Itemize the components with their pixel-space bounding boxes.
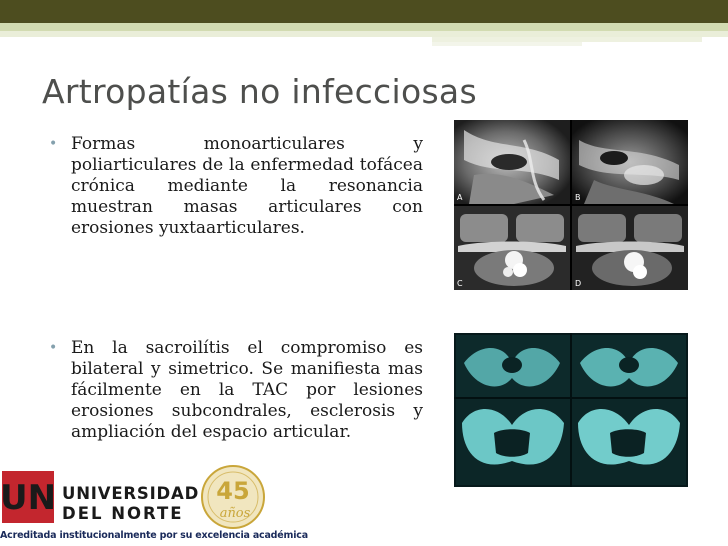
anniversary-seal-icon xyxy=(202,466,264,528)
mri-label-b: B xyxy=(575,193,581,202)
mri-panel-d xyxy=(572,206,688,290)
header-tab-accent-small xyxy=(432,42,582,46)
bullet-mark: • xyxy=(49,340,58,356)
bullet-text: En la sacroilítis el compromiso es bilateral y simetrico. Se manifiesta mas fácilmente en la TAC por lesiones erosiones subcondrales, esclerosis y ampliación del espacio articular. xyxy=(71,338,423,442)
anniversary-number: 45 xyxy=(216,477,250,505)
header-stripe xyxy=(0,23,728,31)
mri-label-d: D xyxy=(575,279,582,288)
top-header-bar xyxy=(0,0,728,23)
logo-name-line2: DEL NORTE xyxy=(62,504,184,523)
bullet-sacroiliitis-ct xyxy=(49,338,423,443)
logo-initials: UN xyxy=(0,478,57,518)
mri-label-c: C xyxy=(457,279,463,288)
mri-panel-b xyxy=(572,120,688,204)
university-logo-graphic xyxy=(0,463,270,531)
ct-slice-bottom-right xyxy=(572,399,686,485)
bullet-gout-mri xyxy=(49,134,423,239)
bullet-text: Formas monoarticulares y poliarticulares de la enfermedad tofácea crónica mediante la resonancia muestran masas articulares con erosiones yuxtaarticulares. xyxy=(71,134,423,238)
ct-sacroiliac-graphic xyxy=(454,333,688,487)
ct-slice-top-right xyxy=(572,335,686,397)
ct-slice-bottom-left xyxy=(456,399,570,485)
logo-name-line1: UNIVERSIDAD xyxy=(62,484,200,503)
anniversary-word: años xyxy=(219,506,251,521)
mri-knee-image xyxy=(454,120,688,290)
mri-panel-c xyxy=(454,206,570,290)
ct-sacroiliac-image xyxy=(454,333,688,487)
slide-title: Artropatías no infecciosas xyxy=(42,72,477,111)
logo-tagline: Acreditada institucionalmente por su excelencia académica xyxy=(0,530,308,541)
bullet-mark: • xyxy=(49,136,58,152)
mri-panel-a xyxy=(454,120,570,204)
mri-knee-graphic xyxy=(454,120,688,290)
ct-slice-top-left xyxy=(456,335,570,397)
mri-label-a: A xyxy=(457,193,463,202)
